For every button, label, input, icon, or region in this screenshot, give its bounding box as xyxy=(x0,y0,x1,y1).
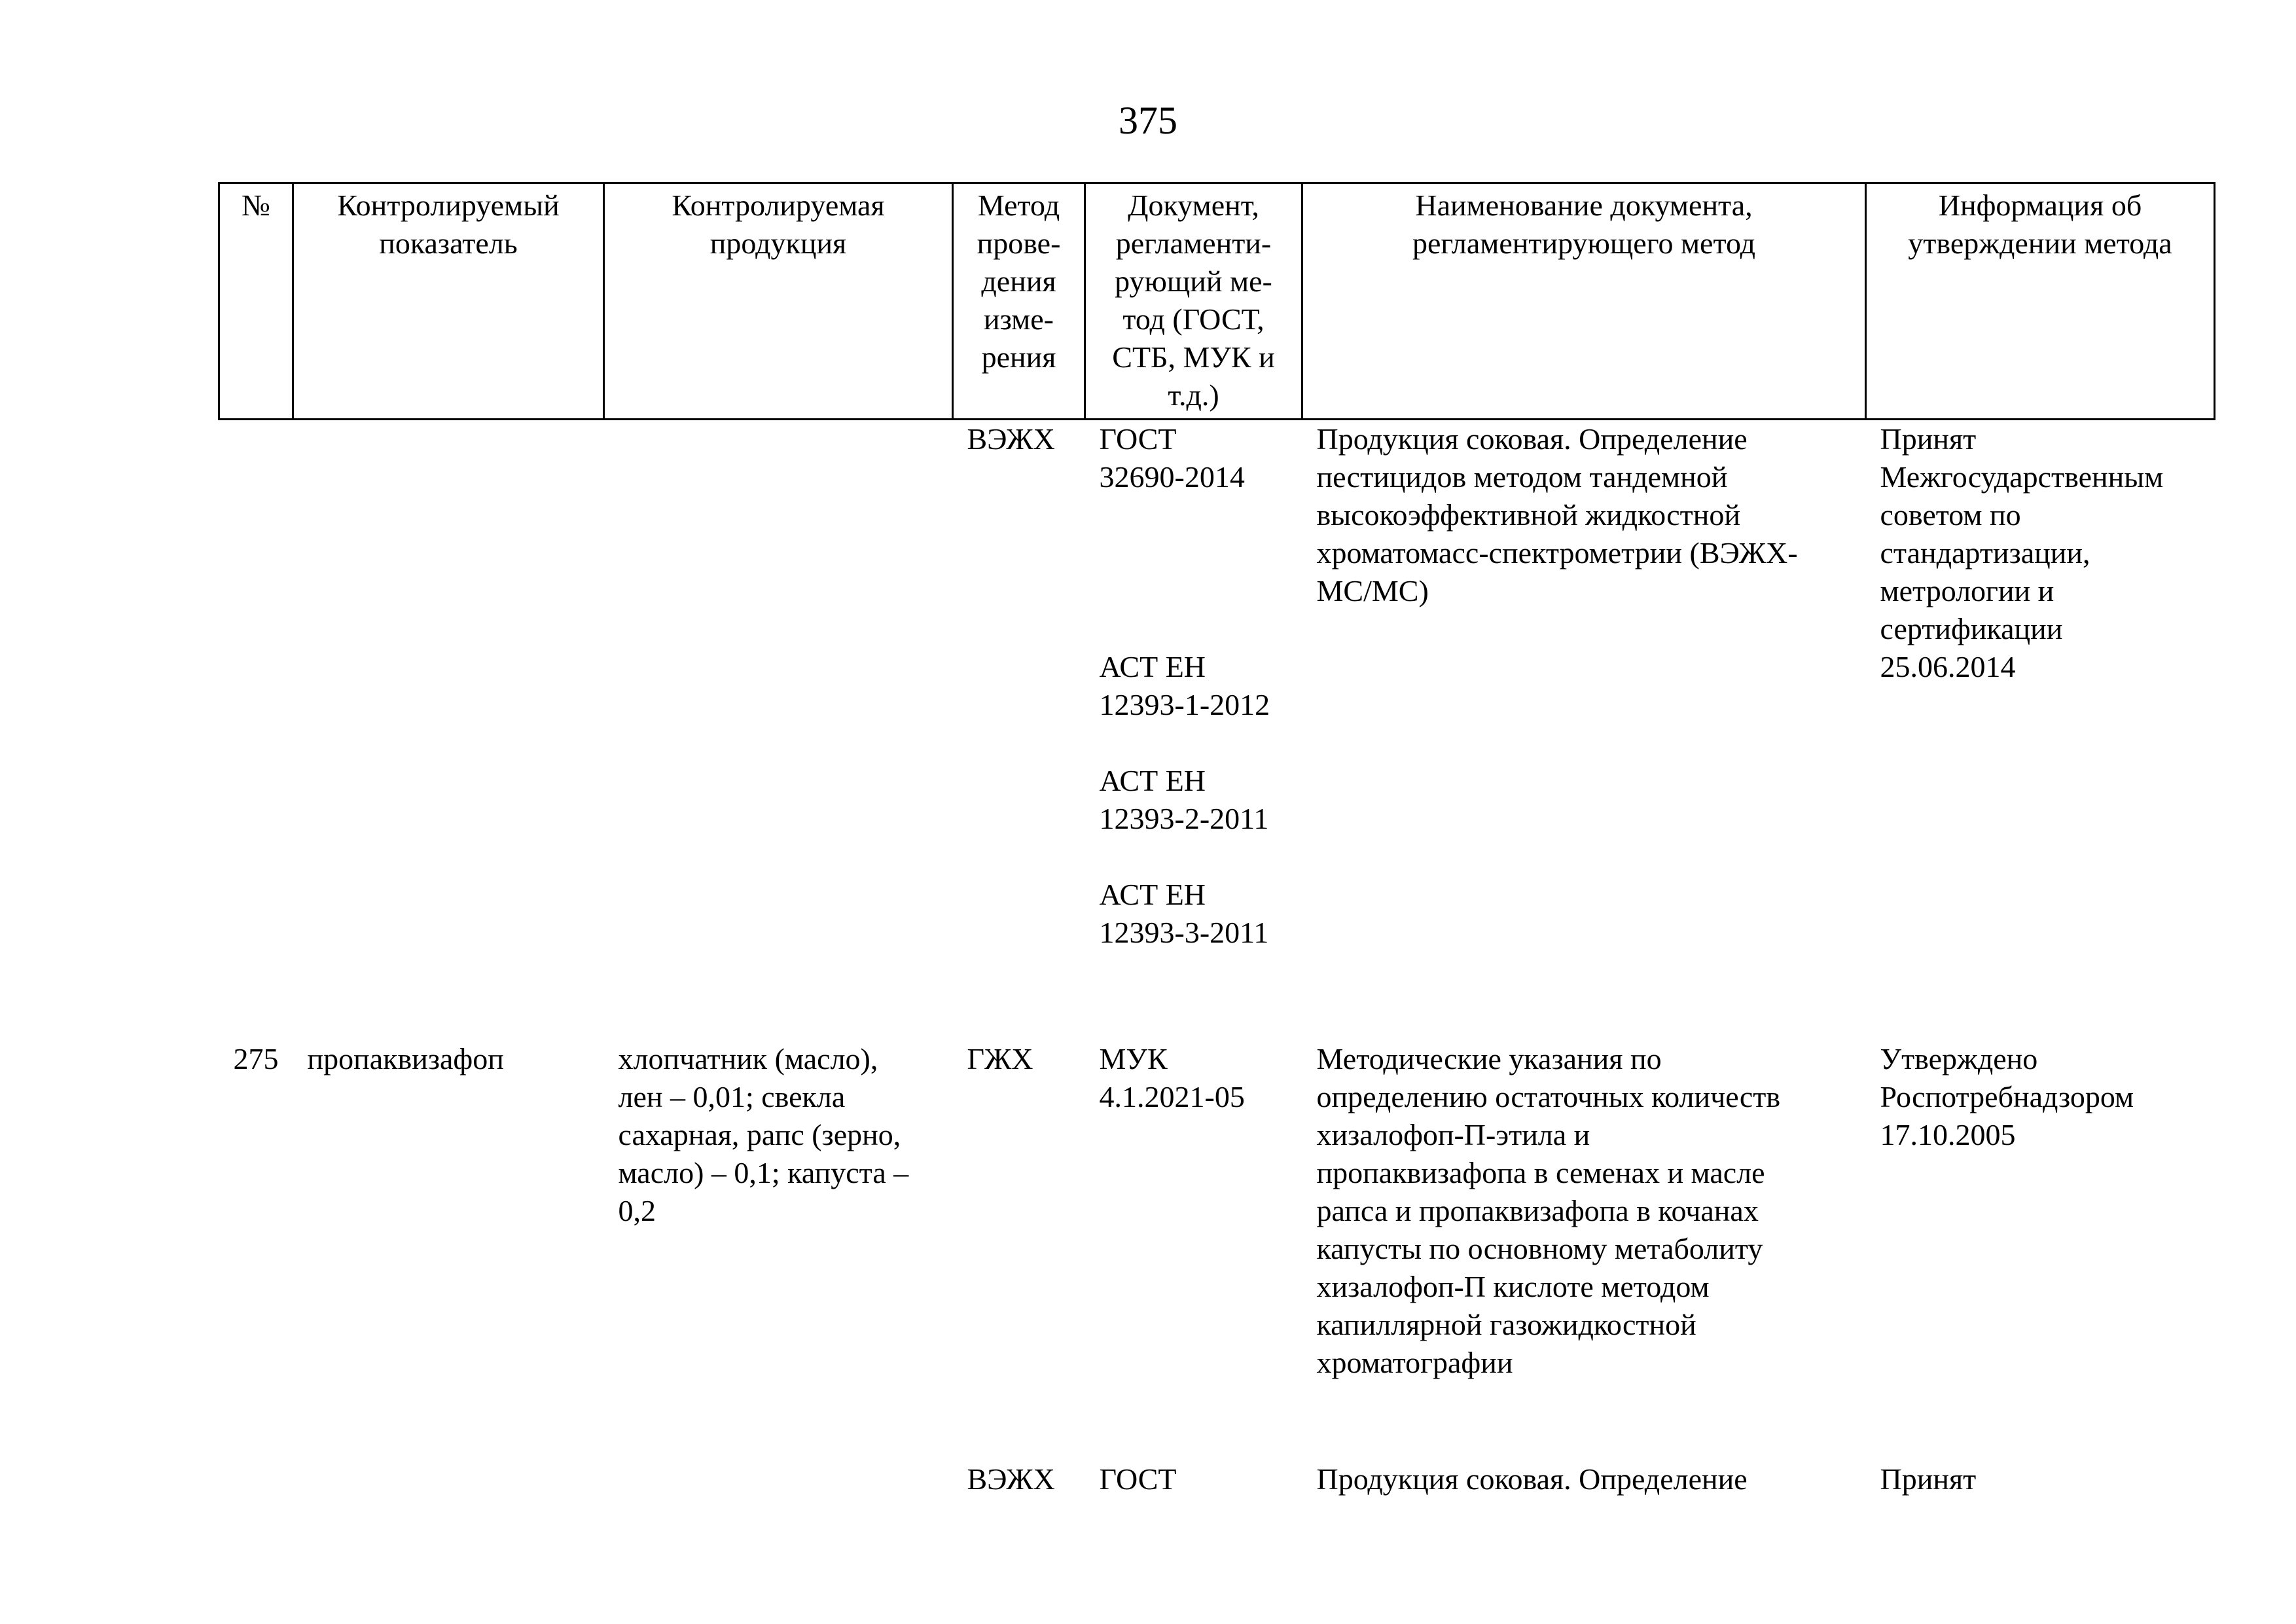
document-code: МУК 4.1.2021-05 xyxy=(1099,1041,1245,1113)
row-number xyxy=(219,1460,293,1498)
header-document-name: Наименование документа, регламентирующего метод xyxy=(1302,183,1866,420)
row-documents xyxy=(1085,420,1302,1040)
document-code: АСТ ЕН 12393-1-2012 xyxy=(1099,650,1270,721)
header-document: Документ, регламенти- рующий ме- тод (ГОСТ, СТБ, МУК и т.д.) xyxy=(1085,183,1302,420)
table-row xyxy=(219,420,2215,1040)
row-document-name: Методические указания по определению остаточных количеств хизалофоп-П-этила и пропаквизафопа в семенах и масле рапса и пропаквизафопа в кочанах капусты по основному метаболиту хизалофоп-П кислоте методом капиллярной газожидкостной хроматографии xyxy=(1316,1041,1781,1379)
header-method: Метод прове- дения изме- рения xyxy=(953,183,1085,420)
row-product xyxy=(604,420,953,1040)
row-document-name: Продукция соковая. Определение пестицидов методом тандемной высокоэффективной жидкостной хроматомасс-спектрометрии (ВЭЖХ- МС/МС) xyxy=(1316,422,1798,607)
document-code: ГОСТ xyxy=(1099,1462,1177,1496)
document-code: ГОСТ 32690-2014 xyxy=(1099,422,1245,494)
row-method: ГЖХ xyxy=(967,1041,1033,1075)
document-code: АСТ ЕН 12393-2-2011 xyxy=(1099,764,1269,835)
header-product: Контролируемая продукция xyxy=(604,183,953,420)
row-method: ВЭЖХ xyxy=(967,1462,1055,1496)
document-code: АСТ ЕН 12393-3-2011 xyxy=(1099,878,1269,949)
row-number xyxy=(219,420,293,1040)
header-number: № xyxy=(219,183,293,420)
row-product xyxy=(604,1460,953,1498)
row-indicator: пропаквизафоп xyxy=(307,1041,504,1075)
row-documents xyxy=(1085,1040,1302,1460)
table-header-row xyxy=(219,183,2215,420)
row-product: хлопчатник (масло), лен – 0,01; свекла сахарная, рапс (зерно, масло) – 0,1; капуста – 0,2 xyxy=(618,1041,909,1227)
row-documents xyxy=(1085,1460,1302,1498)
row-approval: Утверждено Роспотребнадзором 17.10.2005 xyxy=(1880,1041,2134,1151)
row-indicator xyxy=(293,420,604,1040)
page-number: 375 xyxy=(1119,99,1177,142)
row-indicator xyxy=(293,1460,604,1498)
header-indicator: Контролируемый показатель xyxy=(293,183,604,420)
row-number: 275 xyxy=(233,1041,279,1075)
row-document-name: Продукция соковая. Определение xyxy=(1316,1462,1748,1496)
row-method: ВЭЖХ xyxy=(967,422,1055,456)
row-approval: Принят Межгосударственным советом по стандартизации, метрологии и сертификации 25.06.2014 xyxy=(1880,422,2164,683)
header-approval: Информация об утверждении метода xyxy=(1866,183,2215,420)
row-approval: Принят xyxy=(1880,1462,1977,1496)
methods-table xyxy=(218,182,2215,1498)
table-row xyxy=(219,1460,2215,1498)
table-row xyxy=(219,1040,2215,1460)
